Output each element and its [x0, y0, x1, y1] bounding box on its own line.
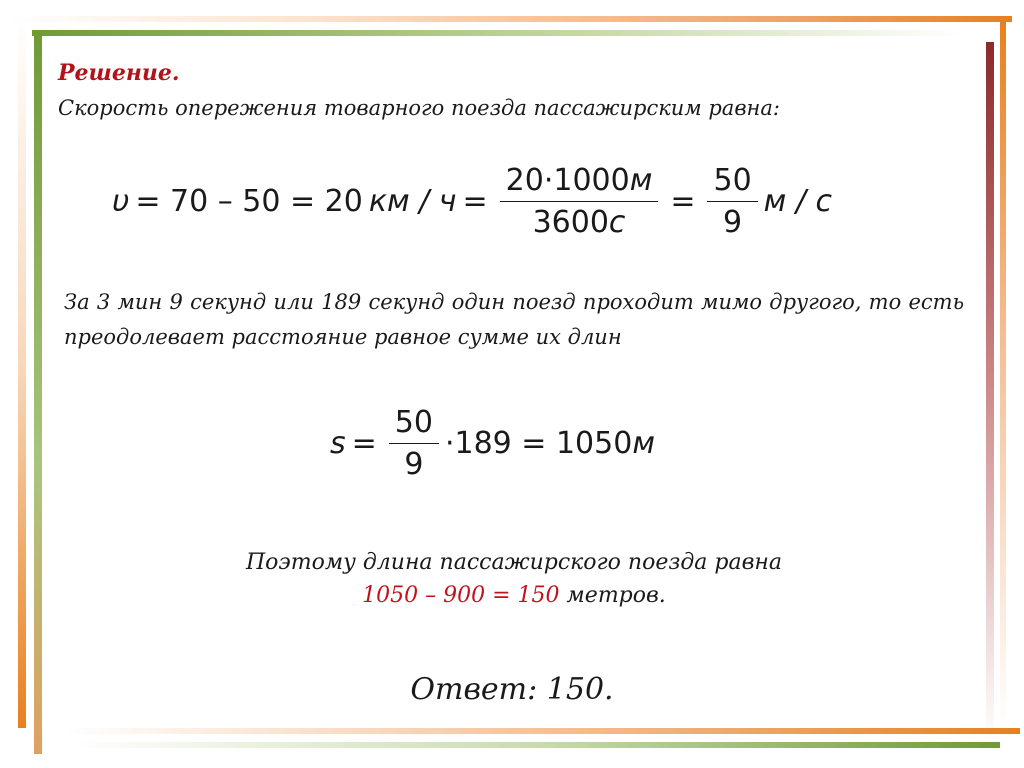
conclusion-calculation-line — [64, 579, 964, 612]
equals-sign: = — [462, 184, 488, 219]
speed-symbol: υ — [112, 184, 130, 219]
distance-product: ·189 = 1050 — [444, 426, 633, 461]
fraction-numerator: 20·1000м — [500, 164, 659, 202]
decor-bar-left-orange — [18, 16, 26, 728]
distance-symbol: s — [330, 426, 346, 461]
conclusion-text — [64, 546, 964, 612]
speed-fraction — [389, 406, 439, 481]
decor-bar-top-orange — [8, 16, 1012, 22]
fraction-numerator: 50 — [707, 164, 757, 202]
conclusion-line: Поэтому длина пассажирского поезда равна — [245, 550, 783, 575]
speed-formula — [112, 164, 832, 239]
distance-unit: м — [632, 426, 655, 461]
fraction-denominator: 3600с — [532, 205, 626, 240]
intro-text: Скорость опережения товарного поезда пассажирским равна: — [58, 96, 780, 120]
decor-bar-left-green — [34, 30, 42, 754]
unit-suffix: метров. — [559, 583, 666, 608]
decor-bar-top-green — [32, 30, 962, 36]
result-fraction — [707, 164, 757, 239]
conversion-fraction — [500, 164, 659, 239]
fraction-denominator: 9 — [723, 205, 743, 240]
decor-bar-bottom-green — [72, 742, 1000, 748]
solution-heading: Решение. — [58, 60, 180, 86]
decor-bar-right-orange — [1000, 22, 1006, 728]
decor-bar-bottom-orange — [64, 728, 1020, 734]
equals-sign: = — [351, 426, 377, 461]
speed-expression: = 70 – 50 = 20 — [135, 184, 363, 219]
length-calculation: 1050 – 900 = 150 — [362, 583, 560, 608]
fraction-denominator: 9 — [404, 447, 424, 482]
speed-unit-ms: м / с — [763, 184, 832, 219]
distance-formula — [330, 406, 655, 481]
explanation-paragraph: За 3 мин 9 секунд или 189 секунд один поезд проходит мимо другого, то есть преодолевает расстояние равное сумме их длин — [64, 290, 964, 349]
final-answer: Ответ: 150. — [410, 672, 614, 707]
decor-bar-right-maroon — [986, 42, 994, 742]
equals-sign: = — [670, 184, 696, 219]
speed-unit-kmh: км / ч — [368, 184, 457, 219]
fraction-numerator: 50 — [389, 406, 439, 444]
